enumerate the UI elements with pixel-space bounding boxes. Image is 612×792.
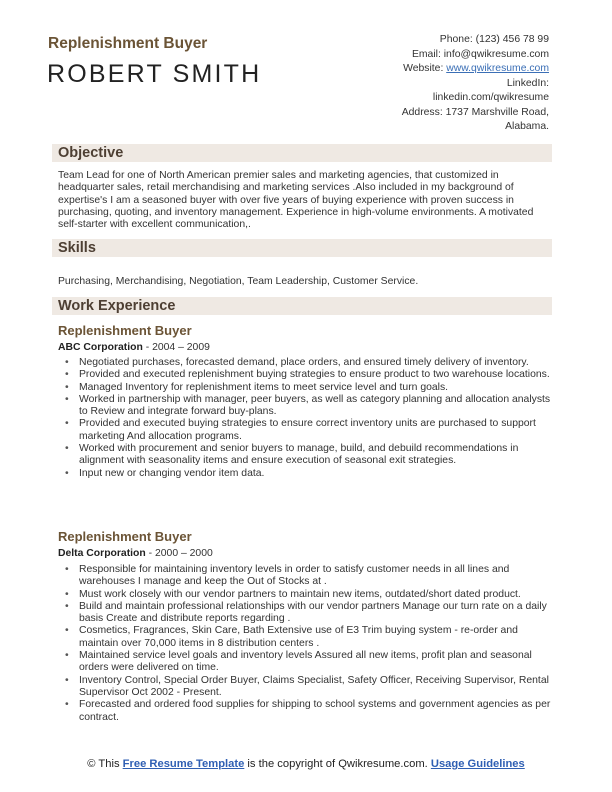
list-item: • Must work closely with our vendor partners to maintain new items, outdated/short dated product. xyxy=(58,589,554,601)
list-item: • Managed Inventory for replenishment items to meet service level and turn goals. xyxy=(58,382,554,394)
contact-address: Address: 1737 Marshville Road, xyxy=(401,106,549,118)
job-2-title: Replenishment Buyer xyxy=(58,529,192,544)
job-1-company: ABC Corporation - 2004 – 2009 xyxy=(58,342,210,353)
list-item: • Negotiated purchases, forecasted demand, place orders, and ensured timely delivery of inventory. xyxy=(58,357,554,369)
skills-text: Purchasing, Merchandising, Negotiation, Team Leadership, Customer Service. xyxy=(58,276,419,287)
list-item: • Input new or changing vendor item data. xyxy=(58,468,554,480)
contact-linkedin-label: LinkedIn: xyxy=(506,77,549,89)
list-item: • Worked with procurement and senior buyers to manage, build, and debuild recommendations in alignment with seasonality items and ensure execution of seasonal exit strategies. xyxy=(58,443,554,468)
list-item: • Worked in partnership with manager, peer buyers, as well as category planning and allocation analysts to Review and integrate forward buy-plans. xyxy=(58,394,554,419)
list-item: • Cosmetics, Fragrances, Skin Care, Bath Extensive use of E3 Trim buying system - re-order and maintain over 70,000 items in 8 distribution centers . xyxy=(58,625,554,650)
free-resume-template-link[interactable]: Free Resume Template xyxy=(122,758,245,770)
website-link[interactable]: www.qwikresume.com xyxy=(446,63,549,74)
contact-linkedin: linkedin.com/qwikresume xyxy=(432,92,549,103)
list-item: • Responsible for maintaining inventory levels in order to satisfy customer needs in all lines and warehouses I manage and keep the Out of Stocks at . xyxy=(58,564,554,589)
objective-section-header xyxy=(52,144,552,162)
work-heading: Work Experience xyxy=(58,298,176,314)
candidate-name: ROBERT SMITH xyxy=(47,60,262,88)
objective-heading: Objective xyxy=(58,145,124,161)
job-1-title: Replenishment Buyer xyxy=(58,323,192,338)
copyright-footer: © This Free Resume Template is the copyright of Qwikresume.com. Usage Guidelines xyxy=(87,758,525,770)
contact-email: Email: info@qwikresume.com xyxy=(411,48,549,60)
list-item: • Build and maintain professional relationships with our vendor partners Manage our turn rate on a daily basis Create and distribute reports regarding . xyxy=(58,601,554,626)
list-item: • Forecasted and ordered food supplies for shipping to school systems and government agencies as per contract. xyxy=(58,699,554,724)
contact-block xyxy=(309,33,549,135)
work-section-header xyxy=(52,297,552,315)
contact-phone: Phone: (123) 456 78 99 xyxy=(439,34,549,45)
contact-address-line2: Alabama. xyxy=(505,121,549,132)
objective-text: Team Lead for one of North American premier sales and marketing agencies, that customized in headquarter sales, retail merchandising and marketing services .Also included in my background of expertise's I am a seasoned buyer with over five years of buying experience with proven success in purchasing, quoting, and inventory management. Experience in high-volume environments. A motivated self-starter with excellent communication,. xyxy=(58,170,534,231)
list-item: • Provided and executed replenishment buying strategies to ensure product to two warehouse locations. xyxy=(58,369,554,381)
job-2-company: Delta Corporation - 2000 – 2000 xyxy=(58,548,213,559)
skills-section-header xyxy=(52,239,552,257)
resume-job-title: Replenishment Buyer xyxy=(48,35,208,52)
skills-heading: Skills xyxy=(58,240,96,256)
list-item: • Maintained service level goals and inventory levels Assured all new items, profit plan and seasonal orders were delivered on time. xyxy=(58,650,554,675)
list-item: • Provided and executed buying strategies to ensure correct inventory units are purchased to support marketing And allocation programs. xyxy=(58,418,554,443)
list-item: • Inventory Control, Special Order Buyer, Claims Specialist, Safety Officer, Receiving Supervisor, Rental Supervisor Oct 2002 - Present. xyxy=(58,675,554,700)
contact-website: Website: www.qwikresume.com xyxy=(403,63,549,74)
usage-guidelines-link[interactable]: Usage Guidelines xyxy=(430,758,525,770)
job-2-bullets xyxy=(58,564,554,724)
job-1-bullets xyxy=(58,357,554,480)
